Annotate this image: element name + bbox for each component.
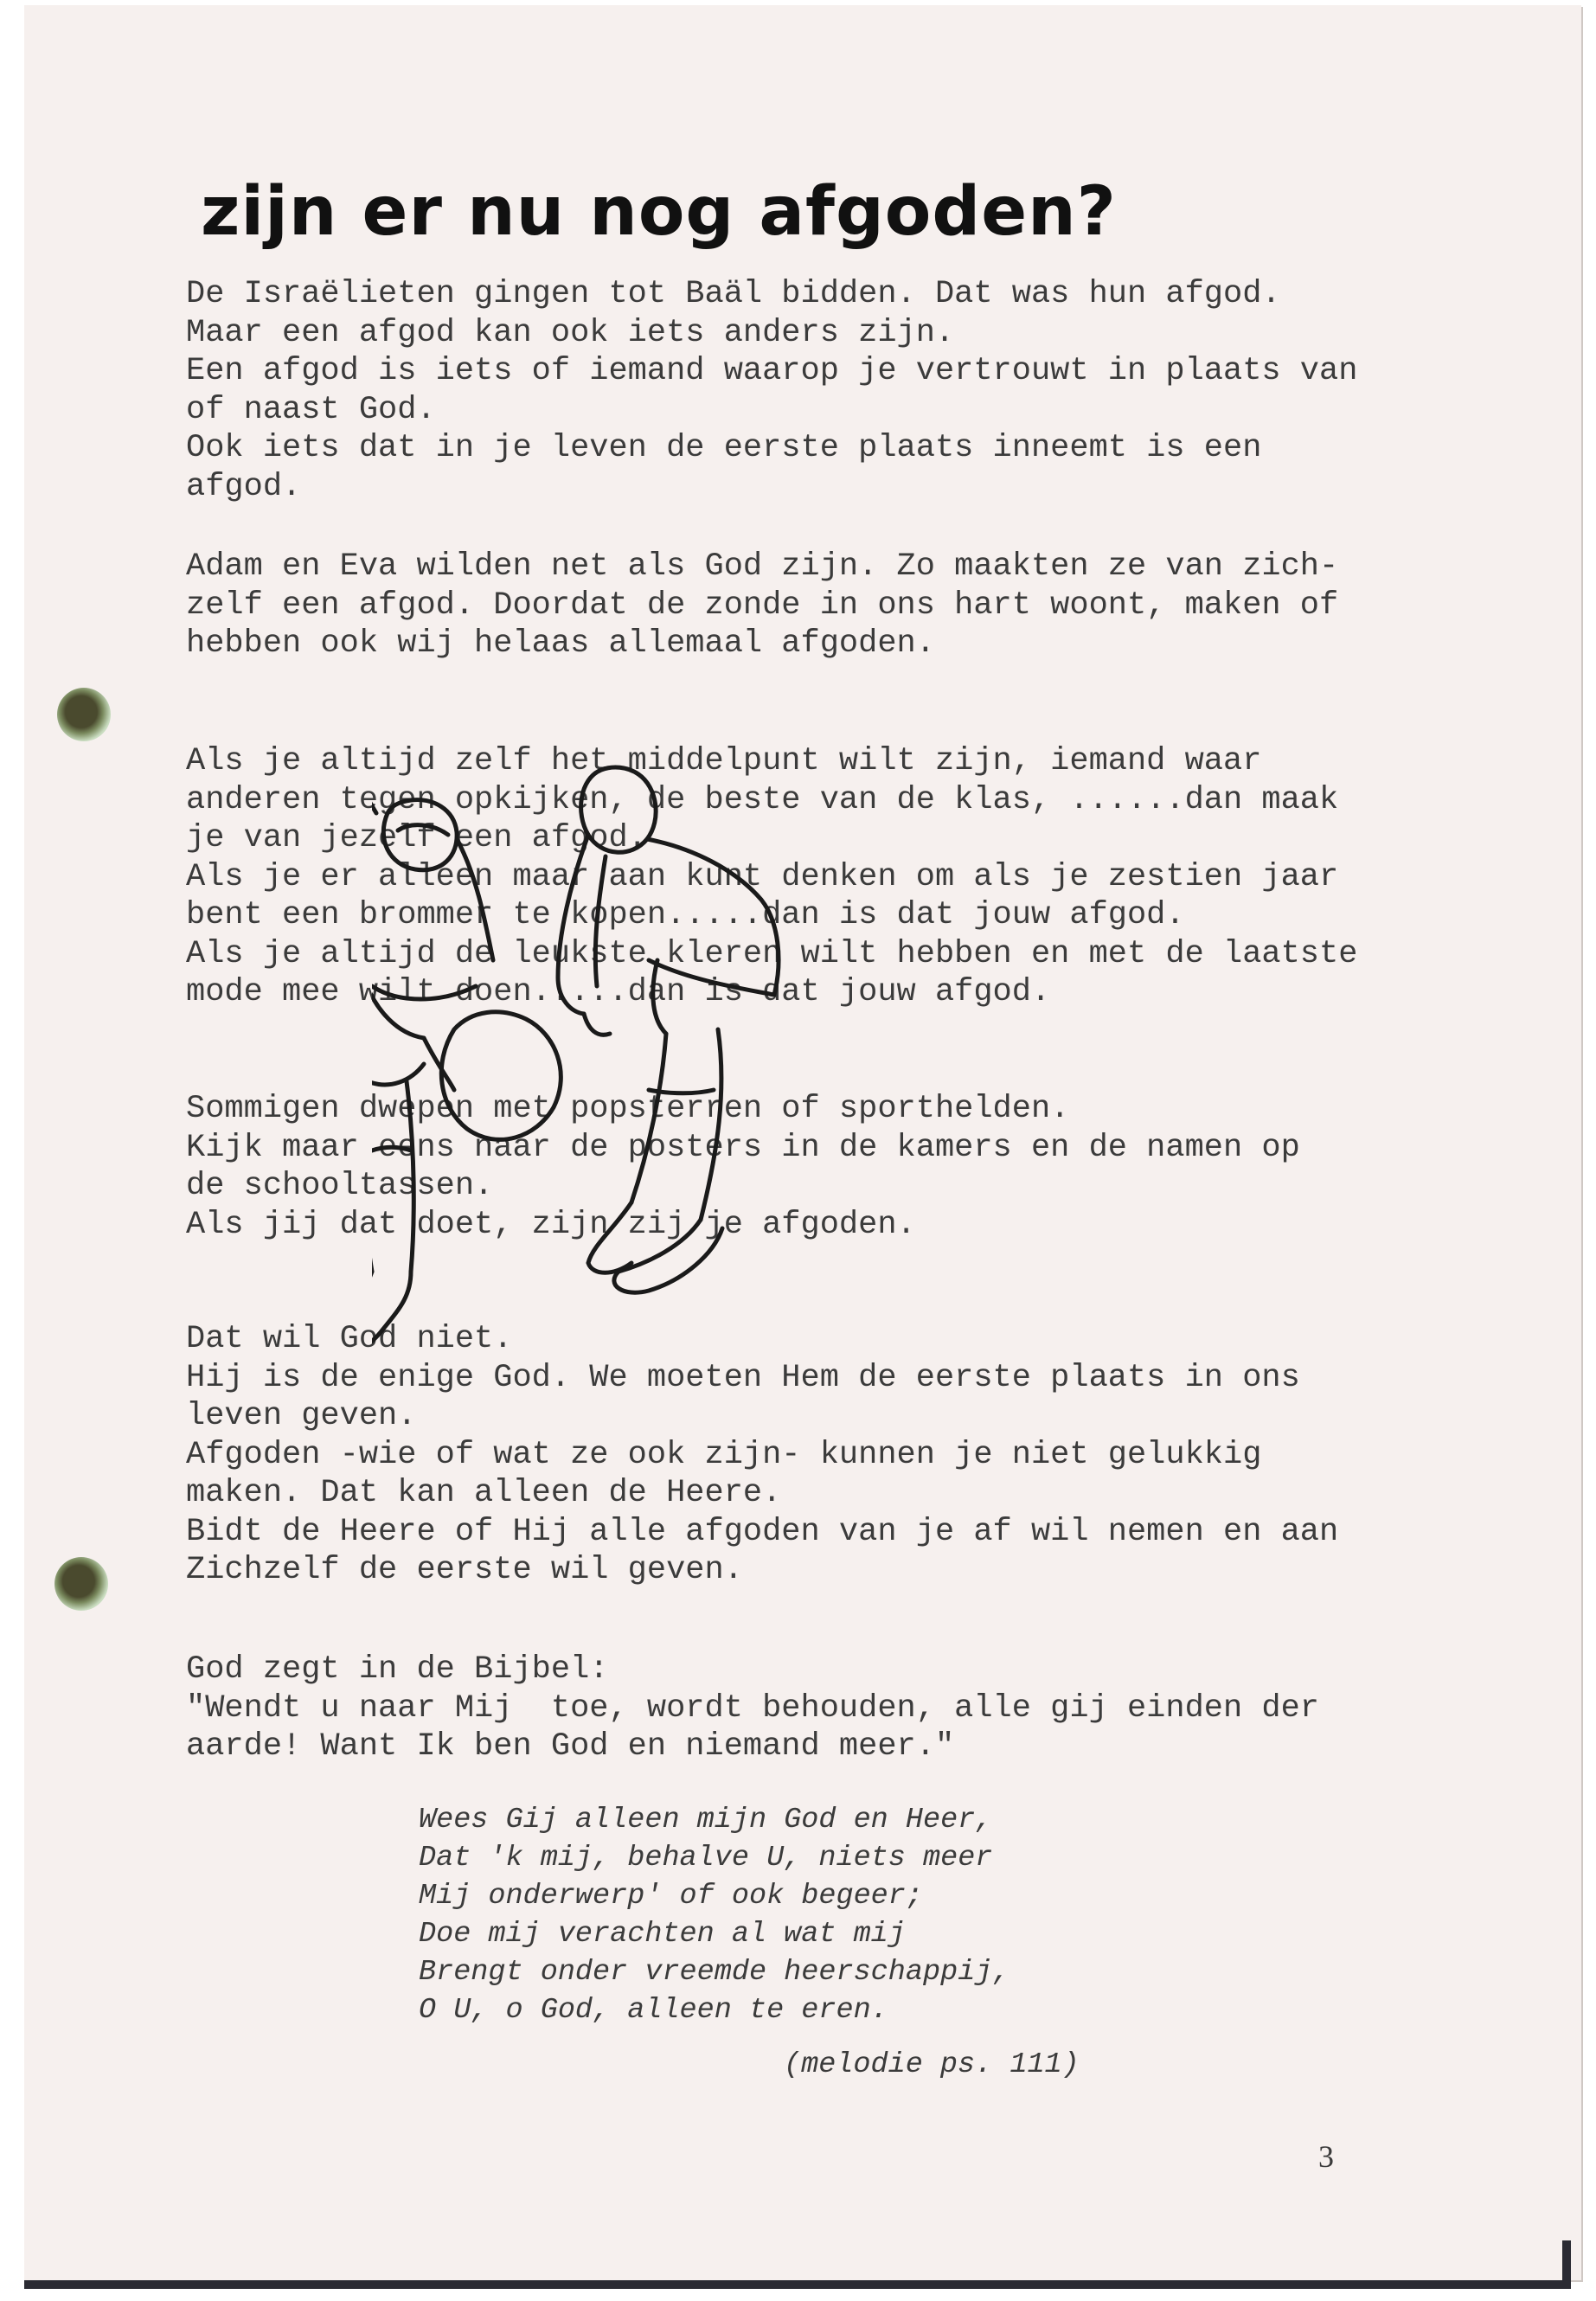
paragraph-adam-eva: Adam en Eva wilden net als God zijn. Zo maakten ze van zich- zelf een afgod. Doordat de zonde in ons hart woont, maken of hebben ook wij helaas allemaal afgoden. — [186, 548, 1339, 662]
paragraph-idols: Sommigen dwepen met popsterren of sporthelden. Kijk maar eens naar de posters in de kamers en de namen op de schooltassen. Als jij dat doet, zijn zij je afgoden. — [186, 1091, 1300, 1243]
page-title: zijn er nu nog afgoden? — [201, 173, 1117, 251]
paragraph-bible-quote: God zegt in de Bijbel: "Wendt u naar Mij toe, wordt behouden, alle gij einden der aarde! Want Ik ben God en niemand meer." — [186, 1651, 1320, 1765]
melody-note: (melodie ps. 111) — [784, 2048, 1080, 2081]
paragraph-god-wants: Dat wil God niet. Hij is de enige God. We moeten Hem de eerste plaats in ons leven geven. Afgoden -wie of wat ze ook zijn- kunnen je niet gelukkig maken. Dat kan alleen de Heere. Bidt de Heere of Hij alle afgoden van je af wil nemen en aan Zichzelf de eerste wil geven. — [186, 1321, 1339, 1588]
page-right-edge — [1562, 2240, 1571, 2289]
paragraph-examples: Als je altijd zelf het middelpunt wilt zijn, iemand waar anderen tegen opkijken, de beste van de klas, ......dan maak je van jezelf een afgod. Als je er alleen maar aan kunt denken om als je zestien jaar bent een brommer te kopen.....dan is dat jouw afgod. Als je altijd de leukste kleren wilt hebben en met de laatste mode mee wilt doen.....dan is dat jouw afgod. — [186, 743, 1358, 1010]
psalm-verse: Wees Gij alleen mijn God en Heer, Dat 'k mij, behalve U, niets meer Mij onderwerp' of ook begeer; Doe mij verachten al wat mij Brengt onder vreemde heerschappij, O U, o God, alleen te eren. — [419, 1804, 1010, 2027]
page-bottom-edge — [24, 2280, 1569, 2289]
page-number: 3 — [1318, 2139, 1334, 2174]
punch-hole-top — [57, 688, 111, 741]
punch-hole-bottom — [54, 1557, 108, 1611]
paragraph-intro: De Israëlieten gingen tot Baäl bidden. Dat was hun afgod. Maar een afgod kan ook iets anders zijn. Een afgod is iets of iemand waarop je vertrouwt in plaats van of naast God. Ook iets dat in je leven de eerste plaats inneemt is een afgod. — [186, 276, 1358, 505]
football-players-illustration — [372, 701, 1055, 1453]
